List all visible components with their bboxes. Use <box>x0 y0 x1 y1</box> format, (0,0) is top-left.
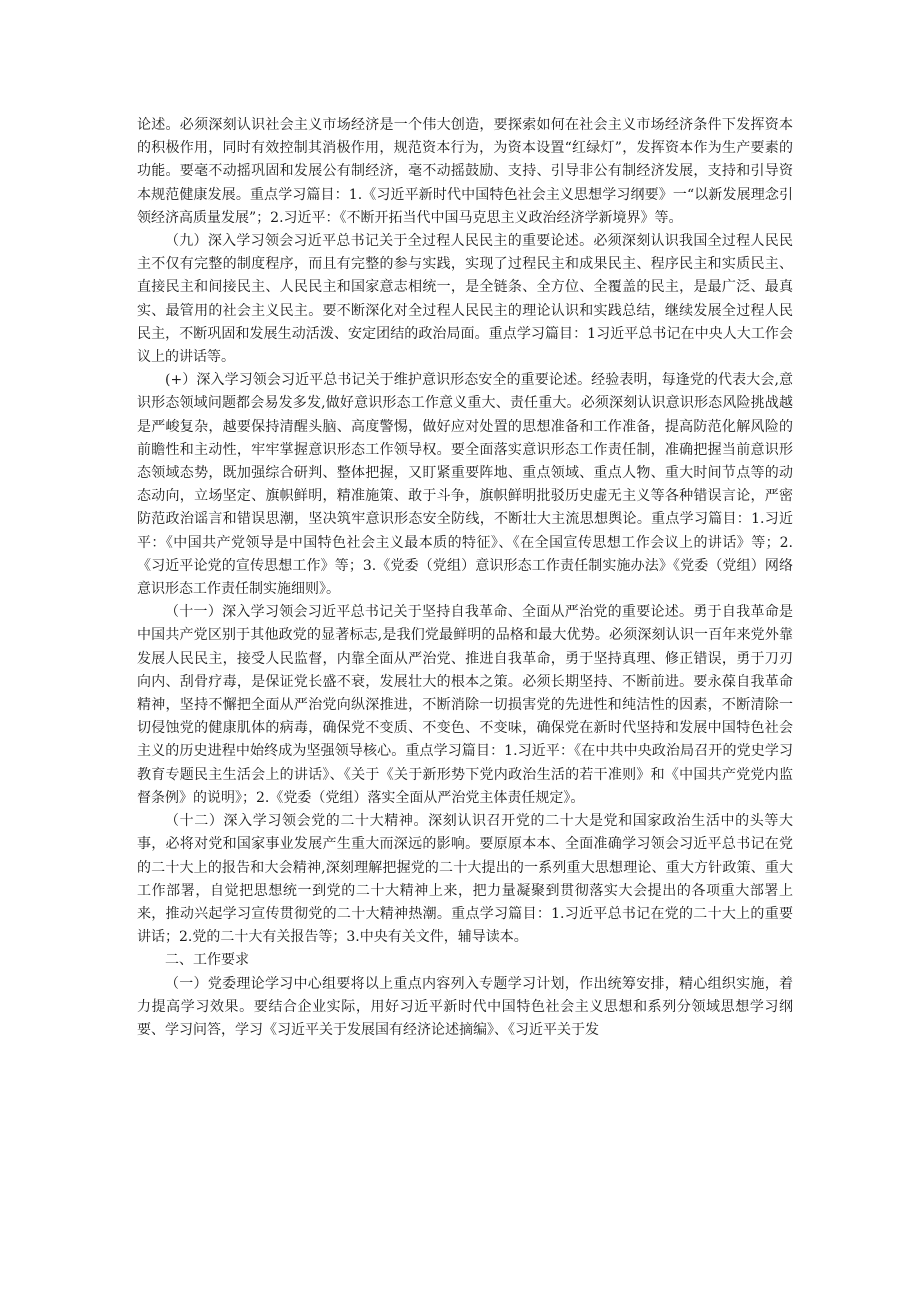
paragraph-item-9-whole-process-democracy: （九）深入学习领会习近平总书记关于全过程人民民主的重要论述。必须深刻认识我国全过程人民民主不仅有完整的制度程序，而且有完整的参与实践，实现了过程民主和成果民主、程序民主和实质民主、直接民主和间接民主、人民民主和国家意志相统一，是全链条、全方位、全覆盖的民主，是最广泛、最真实、最管用的社会主义民主。要不断深化对全过程人民民主的理论认识和实践总结，继续发展全过程人民民主，不断巩固和发展生动活泼、安定团结的政治局面。重点学习篇目：1习近平总书记在中央人大工作会议上的讲话等。 <box>137 233 793 366</box>
paragraph-item-10-ideology-security: (+）深入学习领会习近平总书记关于维护意识形态安全的重要论述。经验表明，每逢党的代表大会,意识形态领域问题都会易发多发,做好意识形态工作意义重大、责任重大。必须深刻认识意识形态风险挑战越是严峻复杂，越要保持清醒头脑、高度警惕，做好应对处置的思想准备和工作准备，提高防范化解风险的前瞻性和主动性，牢牢掌握意识形态工作领导权。要全面落实意识形态工作责任制，准确把握当前意识形态领域态势，既加强综合研判、整体把握，又盯紧重要阵地、重点领域、重点人物、重大时间节点等的动态动向，立场坚定、旗帜鲜明，精准施策、敢于斗争，旗帜鲜明批驳历史虚无主义等各种错误言论，严密防范政治谣言和错误思潮，坚决筑牢意识形态安全防线，不断壮大主流思想舆论。重点学习篇目：1.习近平：《中国共产党领导是中国特色社会主义最本质的特征》、《在全国宣传思想工作会议上的讲话》等；2.《习近平论党的宣传思想工作》等；3.《党委（党组）意识形态工作责任制实施办法》《党委（党组）网络意识形态工作责任制实施细则》。 <box>137 372 793 598</box>
paragraph-item-11-self-revolution: （十一）深入学习领会习近平总书记关于坚持自我革命、全面从严治党的重要论述。勇于自我革命是中国共产党区别于其他政党的显著标志,是我们党最鲜明的品格和最大优势。必须深刻认识一百年来党外靠发展人民民主，接受人民监督，内靠全面从严治党、推进自我革命，勇于坚持真理、修正错误，勇于刀刃向内、刮骨疗毒，是保证党长盛不衰，发展壮大的根本之策。必须长期坚持、不断前进。要永葆自我革命精神，坚持不懈把全面从严治党向纵深推进，不断消除一切损害党的先进性和纯洁性的因素，不断清除一切侵蚀党的健康肌体的病毒，确保党不变质、不变色、不变味，确保党在新时代坚持和发展中国特色社会主义的历史进程中始终成为坚强领导核心。重点学习篇目：1.习近平：《在中共中央政治局召开的党史学习教育专题民主生活会上的讲话》、《关于《关于新形势下党内政治生活的若干准则》和《中国共产党党内监督条例》的说明》；2.《党委（党组）落实全面从严治党主体责任规定》。 <box>137 604 793 806</box>
document-body <box>137 114 793 1042</box>
paragraph-requirement-1: （一）党委理论学习中心组要将以上重点内容列入专题学习计划，作出统筹安排，精心组织实施，着力提高学习效果。要结合企业实际，用好习近平新时代中国特色社会主义思想和系列分领域思想学习纲要、学习问答，学习《习近平关于发展国有经济论述摘编》、《习近平关于发 <box>137 975 793 1038</box>
section-heading-work-requirements: 二、工作要求 <box>165 952 249 969</box>
paragraph-item-12-twentieth-congress: （十二）深入学习领会党的二十大精神。深刻认识召开党的二十大是党和国家政治生活中的头等大事，必将对党和国家事业发展产生重大而深远的影响。要原原本本、全面准确学习领会习近平总书记在党的二十大上的报告和大会精神,深刻理解把握党的二十大提出的一系列重大思想理论、重大方针政策、重大工作部署，自觉把思想统一到党的二十大精神上来，把力量凝聚到贯彻落实大会提出的各项重大部署上来，推动兴起学习宣传贯彻党的二十大精神热潮。重点学习篇目：1.习近平总书记在党的二十大上的重要讲话；2.党的二十大有关报告等；3.中央有关文件，辅导读本。 <box>137 813 793 946</box>
paragraph-economy-continuation: 论述。必须深刻认识社会主义市场经济是一个伟大创造，要探索如何在社会主义市场经济条件下发挥资本的积极作用，同时有效控制其消极作用，规范资本行为，为资本设置“红绿灯”，发挥资本作为生产要素的功能。要毫不动摇巩固和发展公有制经济，毫不动摇鼓励、支持、引导非公有制经济发展，支持和引导资本规范健康发展。重点学习篇目：1.《习近平新时代中国特色社会主义思想学习纲要》一“以新发展理念引领经济高质量发展”；2.习近平：《不断开拓当代中国马克思主义政治经济学新境界》等。 <box>137 117 793 226</box>
